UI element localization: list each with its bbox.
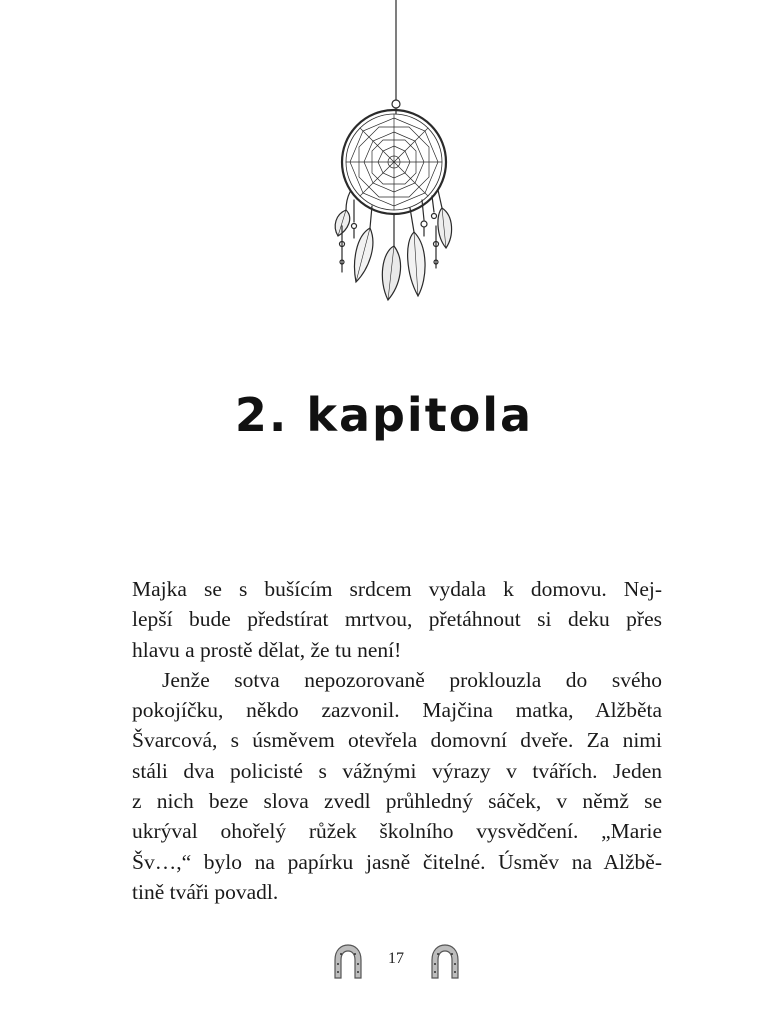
text-line: Šv…,“ bylo na papírku jasně čitelné. Úsměv na Alžbě-	[132, 849, 662, 874]
chapter-body	[132, 574, 662, 907]
page-footer	[0, 940, 768, 984]
dreamcatcher-icon	[318, 0, 468, 310]
page-number: 17	[388, 950, 404, 967]
horseshoe-icon	[331, 942, 365, 980]
text-line: tině tváři povadl.	[132, 879, 279, 904]
text-line: lepší bude předstírat mrtvou, přetáhnout si deku přes	[132, 607, 662, 632]
text-line: Majka se s bušícím srdcem vydala k domovu. Nej-	[132, 577, 662, 601]
paragraph	[132, 574, 662, 665]
text-line: stáli dva policisté s vážnými výrazy v tvářích. Jeden	[132, 758, 662, 783]
text-line: Švarcová, s úsměvem otevřela domovní dveře. Za nimi	[132, 728, 662, 753]
text-line: z nich beze slova zvedl průhledný sáček, v němž se	[132, 789, 662, 814]
text-line: ukrýval ohořelý růžek školního vysvědčení. „Marie	[132, 819, 662, 844]
chapter-title: 2. kapitola	[234, 388, 534, 442]
text-line: Jenže sotva nepozorovaně proklouzla do svého	[162, 667, 662, 692]
paragraph	[132, 665, 662, 907]
text-line: pokojíčku, někdo zazvonil. Majčina matka, Alžběta	[132, 698, 662, 723]
text-line: hlavu a prostě dělat, že tu není!	[132, 637, 402, 662]
horseshoe-icon	[428, 942, 462, 980]
